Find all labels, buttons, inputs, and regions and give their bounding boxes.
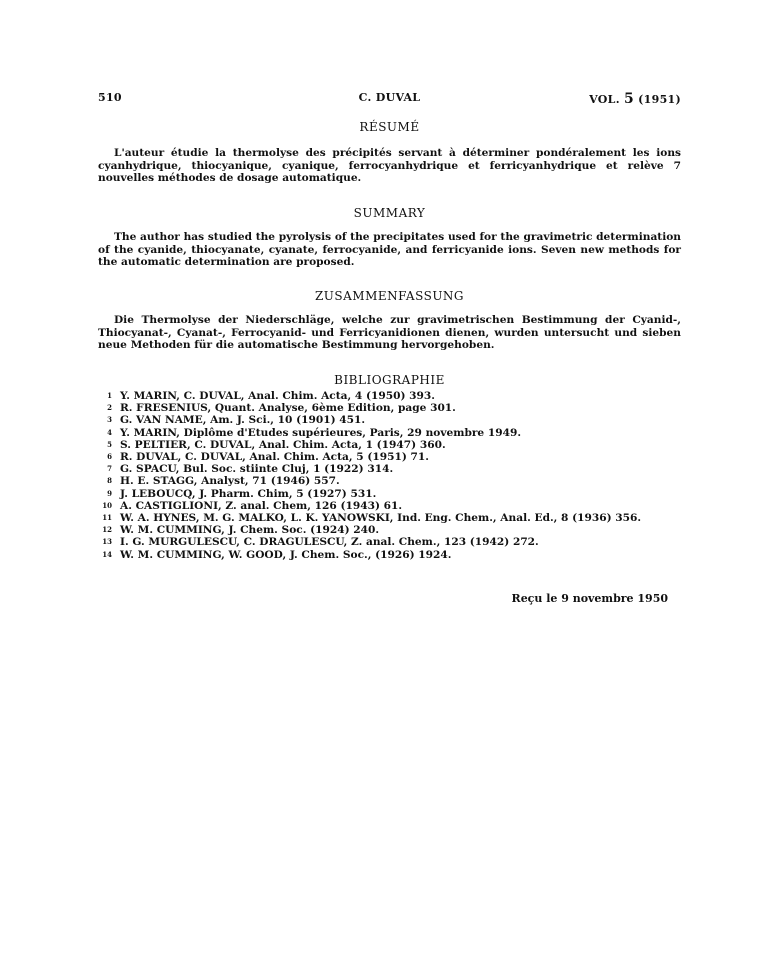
header-volume	[589, 91, 681, 107]
bib-entry	[96, 439, 686, 451]
bib-entry-text: S. PELTIER, C. DUVAL, Anal. Chim. Acta, 1 (1947) 360.	[120, 438, 446, 451]
page-number: 510	[98, 91, 122, 104]
bib-entry-text: Y. MARIN, Diplôme d'Etudes supérieures, Paris, 29 novembre 1949.	[120, 426, 522, 439]
bib-entry-number: 12	[102, 525, 112, 535]
bib-entry	[96, 488, 686, 500]
bib-entry-number: 4	[107, 427, 112, 437]
bib-entry-text: H. E. STAGG, Analyst, 71 (1946) 557.	[120, 475, 340, 488]
bib-entry	[96, 414, 686, 426]
zusammenfassung-heading: ZUSAMMENFASSUNG	[314, 289, 465, 303]
zusammenfassung-text: Die Thermolyse der Niederschläge, welche zur gravimetrischen Bestimmung der Cyanid-, Thiocyanat-, Cyanat-, Ferrocyanid- und Ferricyanidionen dienen, wurden untersucht und sieben neue Methoden für die automatische Bestimmung hervorgehoben.	[98, 314, 681, 351]
volume-label: VOL.	[589, 93, 620, 106]
bib-entry-text: A. CASTIGLIONI, Z. anal. Chem, 126 (1943) 61.	[120, 499, 403, 512]
bib-entry-number: 14	[102, 549, 112, 559]
bib-entry-number: 3	[107, 415, 112, 425]
bib-entry	[96, 390, 686, 402]
volume-year: (1951)	[638, 93, 681, 106]
bib-entry-text: W. M. CUMMING, W. GOOD, J. Chem. Soc., (1926) 1924.	[120, 548, 452, 561]
resume-text: L'auteur étudie la thermolyse des précipités servant à déterminer pondéralement les ions cyanhydrique, thiocyanique, cyanique, ferrocyanhydrique et ferricyanhydrique et relève 7 nouvelles méthodes de dosage automatique.	[98, 147, 681, 184]
received-date: Reçu le 9 novembre 1950	[511, 592, 668, 605]
bib-entry-number: 11	[102, 513, 112, 523]
bib-entry	[96, 451, 686, 463]
bib-entry-text: I. G. MURGULESCU, C. DRAGULESCU, Z. anal. Chem., 123 (1942) 272.	[120, 536, 539, 549]
bib-entry-number: 8	[107, 476, 112, 486]
bib-entry-number: 7	[107, 464, 112, 474]
bib-entry	[96, 549, 686, 561]
bib-entry-number: 10	[102, 500, 112, 510]
bib-entry-text: R. DUVAL, C. DUVAL, Anal. Chim. Acta, 5 (1951) 71.	[120, 451, 429, 464]
bibliography-heading: BIBLIOGRAPHIE	[334, 373, 445, 387]
bib-entry	[96, 512, 686, 524]
bib-entry	[96, 402, 686, 414]
bib-entry	[96, 524, 686, 536]
resume-heading: RÉSUMÉ	[359, 120, 420, 134]
bib-entry	[96, 536, 686, 548]
bib-entry-text: R. FRESENIUS, Quant. Analyse, 6ème Edition, page 301.	[120, 402, 456, 415]
bib-entry-number: 2	[107, 403, 112, 413]
bib-entry-text: G. SPACU, Bul. Soc. stiinte Cluj, 1 (1922) 314.	[120, 463, 394, 476]
bib-entry-number: 6	[107, 452, 112, 462]
bib-entry-text: G. VAN NAME, Am. J. Sci., 10 (1901) 451.	[120, 414, 366, 427]
bib-entry	[96, 500, 686, 512]
bib-entry-number: 9	[107, 488, 112, 498]
bib-entry-text: W. M. CUMMING, J. Chem. Soc. (1924) 240.	[120, 524, 380, 537]
volume-number: 5	[623, 91, 635, 107]
header-author: C. DUVAL	[358, 91, 421, 104]
bibliography-list	[96, 390, 686, 561]
summary-text: The author has studied the pyrolysis of the precipitates used for the gravimetric determination of the cyanide, thiocyanate, cyanate, ferrocyanide, and ferricyanide ions. Seven new methods for the automatic determination are proposed.	[98, 231, 681, 268]
summary-heading: SUMMARY	[353, 206, 426, 220]
bib-entry-text: W. A. HYNES, M. G. MALKO, L. K. YANOWSKI, Ind. Eng. Chem., Anal. Ed., 8 (1936) 356.	[120, 512, 642, 525]
bib-entry	[96, 463, 686, 475]
bib-entry-number: 1	[107, 391, 112, 400]
bib-entry	[96, 475, 686, 487]
bib-entry-number: 5	[107, 439, 112, 449]
bib-entry-text: J. LEBOUCQ, J. Pharm. Chim, 5 (1927) 531.	[120, 487, 377, 500]
bib-entry-number: 13	[102, 537, 112, 547]
bib-entry-text: Y. MARIN, C. DUVAL, Anal. Chim. Acta, 4 (1950) 393.	[120, 390, 435, 402]
bib-entry	[96, 427, 686, 439]
